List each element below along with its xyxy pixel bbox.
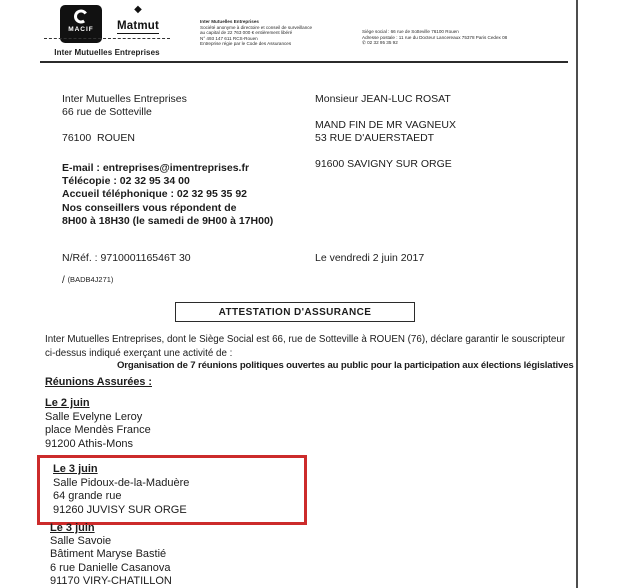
letter-date: Le vendredi 2 juin 2017 bbox=[315, 252, 425, 264]
head-office-line: Siège social : 66 rue de Sotteville 76100 Rouen bbox=[362, 29, 459, 34]
meeting-date: Le 3 juin bbox=[50, 522, 95, 534]
company-info-line: Inter Mutuelles Entreprises bbox=[200, 19, 259, 24]
meeting-line: 6 rue Danielle Casanova bbox=[50, 561, 171, 574]
brand-label: Inter Mutuelles Entreprises bbox=[54, 47, 160, 57]
attestation-title: ATTESTATION D'ASSURANCE bbox=[218, 306, 372, 318]
matmut-label: Matmut bbox=[116, 20, 160, 32]
meeting-block bbox=[53, 463, 189, 517]
meeting-line: 91170 VIRY-CHATILLON bbox=[50, 574, 172, 587]
recipient-line: MAND FIN DE MR VAGNEUX bbox=[315, 119, 456, 131]
document-code bbox=[62, 275, 113, 286]
meeting-block bbox=[50, 522, 172, 588]
sender-street: 66 rue de Sotteville bbox=[62, 106, 152, 118]
head-office-line: Adresse postale : 11 rue du Docteur Lancereaux 75378 Paris Cedex 08 bbox=[362, 34, 508, 40]
attestation-title-box bbox=[175, 302, 415, 322]
meeting-line: 91200 Athis-Mons bbox=[45, 437, 134, 450]
company-info-line: Société anonyme à directoire et conseil de surveillance bbox=[200, 24, 313, 30]
meeting-line: 91260 JUVISY SUR ORGE bbox=[53, 503, 187, 516]
sender-name: Inter Mutuelles Entreprises bbox=[62, 93, 187, 105]
recipient-line: 53 RUE D'AUERSTAEDT bbox=[315, 132, 435, 144]
document-code-slash: / bbox=[62, 275, 68, 286]
sender-city: 76100 ROUEN bbox=[62, 132, 135, 144]
matmut-logo bbox=[110, 4, 166, 34]
sender-hours-line: 8H00 à 18H30 (le samedi de 9H00 à 17H00) bbox=[62, 214, 274, 227]
reference-number: N/Réf. : 971000116546T 30 bbox=[62, 252, 191, 264]
meeting-date: Le 2 juin bbox=[45, 397, 90, 409]
meeting-line: Salle Pidoux-de-la-Maduère bbox=[53, 476, 190, 489]
meetings-heading: Réunions Assurées : bbox=[45, 376, 152, 388]
meeting-date: Le 3 juin bbox=[53, 463, 98, 475]
macif-label: MACIF bbox=[68, 26, 94, 33]
macif-swirl-icon bbox=[72, 8, 90, 25]
matmut-diamond-icon: ◆ bbox=[134, 4, 142, 15]
body-paragraph: Inter Mutuelles Entreprises, dont le Siège Social est 66, rue de Sotteville à ROUEN (76), déclare garantir le souscripteur ci-dessus indiqué exerçant une activité de : bbox=[45, 334, 566, 359]
sender-phone: Accueil téléphonique : 02 32 95 35 92 bbox=[62, 188, 247, 201]
meeting-block bbox=[45, 397, 151, 451]
company-info-line: au capital de 22 763 000 € entièrement libéré bbox=[200, 30, 293, 35]
scan-edge-line bbox=[576, 0, 578, 588]
sender-hours-line: Nos conseillers vous répondent de bbox=[62, 201, 237, 214]
head-office-info bbox=[362, 29, 537, 46]
meeting-line: Salle Savoie bbox=[50, 535, 112, 548]
sender-email: E-mail : entreprises@imentreprises.fr bbox=[62, 162, 250, 174]
company-info bbox=[200, 19, 350, 47]
document-code-value: (BADB4J271) bbox=[67, 275, 114, 284]
insured-activity: Organisation de 7 réunions politiques ouvertes au public pour la participation aux élections législatives bbox=[117, 360, 574, 371]
sender-fax: Télécopie : 02 32 95 34 00 bbox=[62, 175, 190, 188]
head-office-line: ✆ 02 32 95 35 92 bbox=[362, 40, 398, 45]
meeting-line: Salle Evelyne Leroy bbox=[45, 410, 143, 423]
meeting-line: Bâtiment Maryse Bastié bbox=[50, 548, 167, 561]
brand-block bbox=[44, 38, 170, 63]
recipient-name: Monsieur JEAN-LUC ROSAT bbox=[315, 93, 451, 105]
sender-block bbox=[62, 93, 187, 119]
company-info-line: N° 493 147 611 RCS-Rouen bbox=[200, 35, 258, 41]
sender-contact-block bbox=[62, 162, 273, 228]
header-divider bbox=[40, 61, 568, 63]
recipient-address bbox=[315, 119, 456, 145]
meeting-line: place Mendès France bbox=[45, 424, 151, 436]
highlight-box bbox=[37, 455, 307, 525]
company-info-line: Entreprise régie par le Code des Assurances bbox=[200, 41, 292, 46]
recipient-city: 91600 SAVIGNY SUR ORGE bbox=[315, 158, 452, 170]
meeting-line: 64 grande rue bbox=[53, 490, 122, 502]
